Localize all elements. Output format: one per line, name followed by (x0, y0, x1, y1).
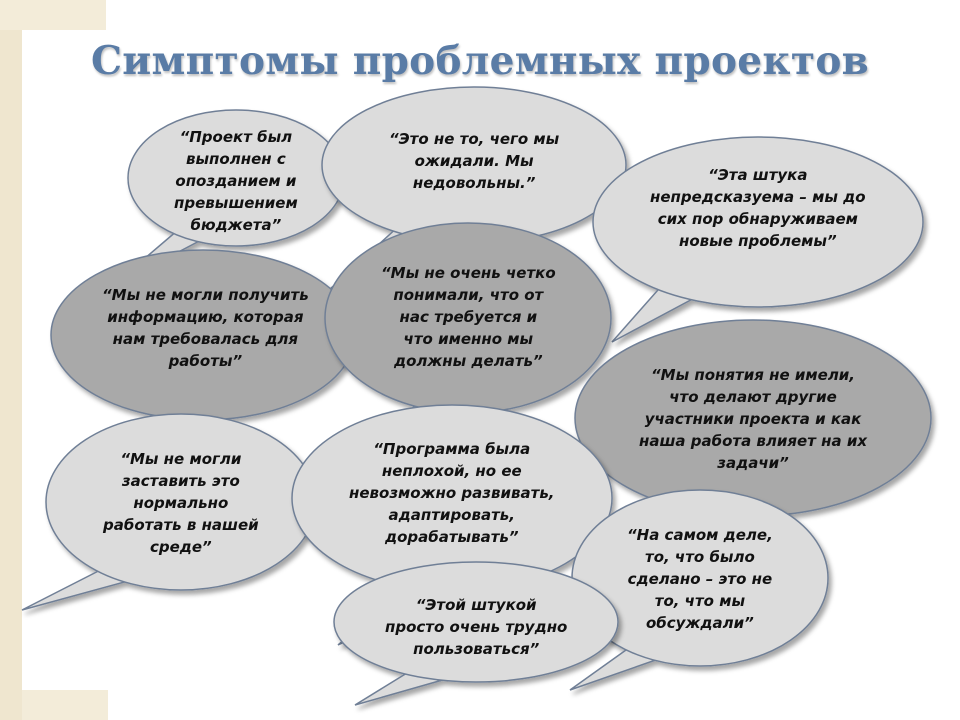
speech-bubble-quote (103, 448, 259, 558)
quote-line: нормально (133, 494, 229, 512)
quote-line: что делают другие (669, 388, 837, 406)
quote-line: сделано – это не (627, 570, 773, 588)
quote-line: дорабатывать” (384, 528, 519, 546)
quote-line: информацию, которая (107, 308, 304, 326)
quote-line: работать в нашей (103, 516, 259, 534)
page-title: Симптомы проблемных проектов (90, 38, 870, 84)
speech-bubble-quote (102, 284, 309, 372)
quote-line: опозданием и (175, 172, 297, 190)
quote-line: то, что было (645, 548, 755, 566)
speech-bubble-quote (627, 524, 773, 634)
quote-line: “Этой штукой (415, 596, 537, 614)
quote-line: “На самом деле, (627, 526, 773, 544)
quote-line: превышением (174, 194, 298, 212)
quote-line: то, что мы (654, 592, 746, 610)
speech-bubble-quote (174, 126, 298, 236)
quote-line: “Эта штука (708, 166, 808, 184)
quote-line: “Это не то, чего мы (389, 130, 560, 148)
speech-bubble-quote (349, 438, 555, 548)
quote-line: “Мы не очень четко (381, 264, 556, 282)
quote-line: участники проекта и как (644, 410, 862, 428)
quote-line: адаптировать, (388, 506, 515, 524)
quote-line: наша работа влияет на их (639, 432, 868, 450)
quote-line: “Проект был (179, 128, 293, 146)
quote-line: невозможно развивать, (349, 484, 555, 502)
quote-line: сих пор обнаруживаем (657, 210, 858, 228)
quote-line: обсуждали” (646, 614, 754, 632)
quote-line: работы” (168, 352, 243, 370)
quote-line: “Мы понятия не имели, (651, 366, 856, 384)
quote-line: “Мы не могли получить (102, 286, 309, 304)
quote-line: понимали, что от (393, 286, 544, 304)
quote-line: просто очень трудно (385, 618, 568, 636)
quote-line: выполнен с (186, 150, 286, 168)
speech-bubble-quote (650, 164, 866, 252)
quote-line: бюджета” (190, 216, 282, 234)
quote-line: пользоваться” (413, 640, 540, 658)
quote-line: “Программа была (373, 440, 531, 458)
quote-line: среде” (149, 538, 212, 556)
speech-bubble-quote (381, 262, 556, 372)
speech-bubble-quote (639, 364, 867, 474)
quote-line: “Мы не могли (120, 450, 242, 468)
quote-line: задачи” (717, 454, 789, 472)
quote-line: неплохой, но ее (381, 462, 522, 480)
quote-line: ожидали. Мы (414, 152, 534, 170)
quote-line: новые проблемы” (678, 232, 837, 250)
quote-line: что именно мы (403, 330, 534, 348)
quote-line: нам требовалась для (112, 330, 299, 348)
quote-line: нас требуется и (399, 308, 538, 326)
speech-bubble-quote (385, 594, 567, 660)
quote-line: заставить это (121, 472, 240, 490)
quote-line: недовольны.” (412, 174, 536, 192)
speech-bubble-quote (389, 128, 559, 194)
quote-line: должны делать” (393, 352, 543, 370)
quote-line: непредсказуема – мы до (650, 188, 866, 206)
